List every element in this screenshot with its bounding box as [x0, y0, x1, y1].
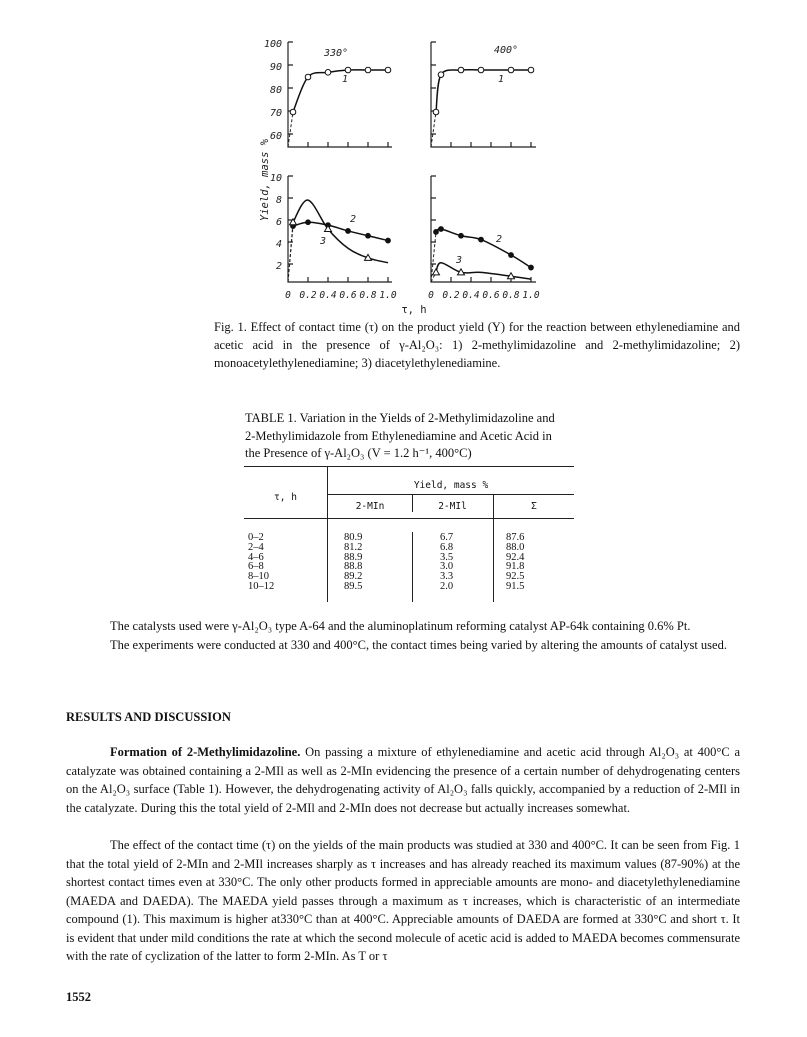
table-sum-column	[506, 533, 546, 592]
line-series-2	[436, 229, 531, 268]
paragraph-formation-body: On passing a mixture of ethylenediamine and acetic acid through Al₂O₃ at 400°C a catalyzate was obtained containing a 2-MIl as well as 2-MIn evidencing the presence of a certain number of dehydrogenating centers on the Al₂O₃ surface (Table 1). However, the dehydrogenating activity of Al₂O₃ falls quickly, accompanied by a reduction of 2-MIl in the catalyzate. During this the total yield of 2-MIl and 2-MIn does not decrease but actually increases somewhat.	[66, 745, 741, 815]
x-tick-left-4: 0.8	[359, 290, 377, 301]
y-tick-4: 4	[275, 239, 282, 250]
table-cell-min-4: 89.2	[344, 571, 363, 583]
table-cell-mil-0: 6.7	[440, 532, 454, 543]
paragraph-contact-time: The effect of the contact time (τ) on the yields of the main products was studied at 330 and 400°C. It can be seen from Fig. 1 that the total yield of 2-MIn and 2-MIl increases sharply as τ increases and has already reached its maximum values (87-90%) at the shortest contact times even at 330°C. The only other products formed in appreciable amounts are mono- and diacetylethylenediamine (MAEDA and DAEDA). The MAEDA yield passes through a maximum as τ increases, which is characteristic of an intermediate compound (1). This maximum is higher at330°C than at 400°C. Appreciable amounts of DAEDA are formed at 330°C and short τ. It is evident that under mild conditions the rate at which the second molecule of acetic acid is added to MAEDA becomes commensurate with the rate of cyclization of the latter to form 2-MIn. As T or τ	[66, 838, 740, 963]
series-label-1-400: 1	[498, 74, 505, 85]
x-tick-left-2: 0.4	[319, 290, 337, 301]
y-tick-60: 60	[269, 131, 282, 142]
paragraph-experiments: The experiments were conducted at 330 and 400°C, the contact times being varied by altering the amounts of catalyst used.	[110, 638, 727, 652]
y-tick-2: 2	[275, 261, 282, 272]
table-cell-mil-1: 6.8	[440, 541, 454, 553]
y-tick-10: 10	[269, 173, 282, 184]
point-series-1-5	[385, 67, 391, 73]
point-series-2-5	[386, 238, 391, 243]
table-col-mil: 2-MIl	[438, 501, 467, 512]
point-series-2-5	[529, 265, 534, 270]
table-col-group: Yield, mass %	[413, 480, 489, 491]
series-label-3-400: 3	[456, 255, 463, 266]
table-cell-min-1: 81.2	[344, 541, 363, 553]
x-axis-label: τ, h	[401, 304, 427, 316]
table-col-sum: Σ	[531, 501, 537, 512]
x-tick-right-2: 0.4	[462, 290, 480, 301]
table-cell-min-3: 88.8	[344, 561, 363, 573]
section-heading: RESULTS AND DISCUSSION	[66, 710, 231, 724]
point-series-1-2	[325, 70, 331, 76]
table-col-tau: τ, h	[274, 492, 297, 503]
panel-temp-330: 330°	[323, 48, 349, 59]
table-vrule-2b	[412, 532, 413, 602]
point-series-1-3	[478, 67, 484, 73]
table-cell-min-5: 89.5	[344, 580, 363, 592]
series-label-3-330: 3	[320, 236, 327, 247]
table-col-min: 2-MIn	[355, 501, 385, 512]
axes-lower-right	[431, 176, 536, 282]
point-series-2-4	[366, 233, 371, 238]
table-cell-sum-4: 92.5	[506, 571, 525, 583]
table-cell-tau-4: 8–10	[248, 571, 269, 583]
x-tick-right-3: 0.6	[482, 290, 500, 301]
point-series-2-2	[459, 233, 464, 238]
series-label-2-400: 2	[496, 234, 503, 245]
table-cell-sum-5: 91.5	[506, 580, 525, 592]
point-series-2-1	[439, 227, 444, 232]
lead-in-series-3	[288, 222, 293, 282]
table-cell-min-2: 88.9	[344, 551, 363, 563]
page-number: 1552	[66, 990, 91, 1004]
paragraph-catalysts: The catalysts used were γ-Al₂O₃ type A-64 and the aluminoplatinum reforming catalyst AP-64k containing 0.6% Pt.	[110, 619, 691, 633]
table-cell-tau-5: 10–12	[248, 580, 275, 592]
line-series-3	[293, 200, 388, 263]
table-group-rule	[328, 494, 574, 495]
x-tick-left-3: 0.6	[339, 290, 357, 301]
table-cell-sum-2: 92.4	[506, 551, 525, 563]
table-mil-column	[440, 533, 480, 592]
x-tick-left-5: 1.0	[379, 290, 397, 301]
table-cell-tau-1: 2–4	[248, 541, 264, 553]
table-cell-sum-3: 91.8	[506, 561, 525, 573]
line-series-1	[436, 70, 531, 112]
lower-y-tick-labels	[270, 173, 282, 272]
x-tick-right-4: 0.8	[502, 290, 520, 301]
plot-330-upper	[288, 67, 391, 147]
upper-y-tick-labels	[264, 39, 282, 142]
figure-caption: Fig. 1. Effect of contact time (τ) on the product yield (Y) for the reaction between ethylenediamine and acetic acid in the presence of γ-Al₂O₃: 1) 2-methylimidazoline and 2-methylimidazoline; 2) monoacetylethylenediamine; 3) diacetylethylenediamine.	[214, 320, 740, 370]
plot-400-lower	[431, 227, 533, 282]
table-cell-sum-0: 87.6	[506, 532, 525, 543]
plot-330-lower	[288, 200, 390, 282]
point-series-1-5	[528, 67, 534, 73]
x-tick-left-1: 0.2	[299, 290, 317, 301]
point-series-2-3	[346, 229, 351, 234]
x-tick-right-0: 0	[428, 290, 434, 301]
table-cell-sum-1: 88.0	[506, 541, 525, 553]
point-series-1-2	[458, 67, 464, 73]
lead-in-series-1	[288, 112, 293, 147]
point-series-2-4	[509, 253, 514, 258]
point-series-1-4	[508, 67, 514, 73]
point-series-1-3	[345, 67, 351, 73]
paragraph-formation	[66, 743, 740, 817]
figure-1	[240, 30, 560, 320]
table-caption: TABLE 1. Variation in the Yields of 2-Methylimidazoline and 2-Methylimidazole from Ethylenediamine and Acetic Acid in the Presence of γ-Al₂O₃ (V = 1.2 h⁻¹, 400°C)	[245, 411, 555, 460]
axes-upper-right	[431, 42, 536, 147]
point-series-1-0	[290, 109, 296, 115]
point-series-2-3	[479, 237, 484, 242]
table-cell-mil-5: 2.0	[440, 580, 454, 592]
point-series-3-0	[433, 269, 440, 275]
series-label-1-330: 1	[342, 74, 349, 85]
x-tick-left-0: 0	[285, 290, 291, 301]
point-series-2-0	[434, 229, 439, 234]
table-cell-tau-0: 0–2	[248, 532, 264, 543]
table-cell-mil-4: 3.3	[440, 571, 454, 583]
series-label-2-330: 2	[350, 214, 357, 225]
point-series-1-0	[433, 109, 439, 115]
table-top-rule	[244, 466, 574, 467]
table-head-rule	[244, 518, 574, 519]
table-cell-tau-3: 6–8	[248, 561, 264, 573]
panel-temp-400: 400°	[493, 45, 519, 56]
plot-400-upper	[431, 67, 534, 147]
y-tick-90: 90	[269, 62, 282, 73]
point-series-1-4	[365, 67, 371, 73]
point-series-1-1	[438, 72, 444, 78]
table-cell-mil-3: 3.0	[440, 561, 454, 573]
point-series-1-1	[305, 74, 311, 80]
table-tau-column	[248, 533, 308, 592]
y-tick-8: 8	[275, 195, 282, 206]
point-series-2-1	[306, 220, 311, 225]
x-tick-right-1: 0.2	[442, 290, 460, 301]
line-series-3	[436, 263, 531, 279]
x-tick-right-5: 1.0	[522, 290, 540, 301]
y-tick-70: 70	[269, 108, 282, 119]
table-min-column	[344, 533, 384, 592]
y-tick-6: 6	[275, 217, 282, 228]
y-tick-100: 100	[263, 39, 282, 50]
lead-in-series-1	[431, 112, 436, 147]
y-axis-label: Yield, mass %	[259, 138, 271, 222]
table-cell-min-0: 80.9	[344, 532, 363, 543]
table-1	[244, 466, 576, 606]
y-tick-80: 80	[269, 85, 282, 96]
table-cell-mil-2: 3.5	[440, 551, 454, 563]
paragraph-formation-title: Formation of 2-Methylimidazoline.	[110, 745, 301, 759]
table-cell-tau-2: 4–6	[248, 551, 264, 563]
